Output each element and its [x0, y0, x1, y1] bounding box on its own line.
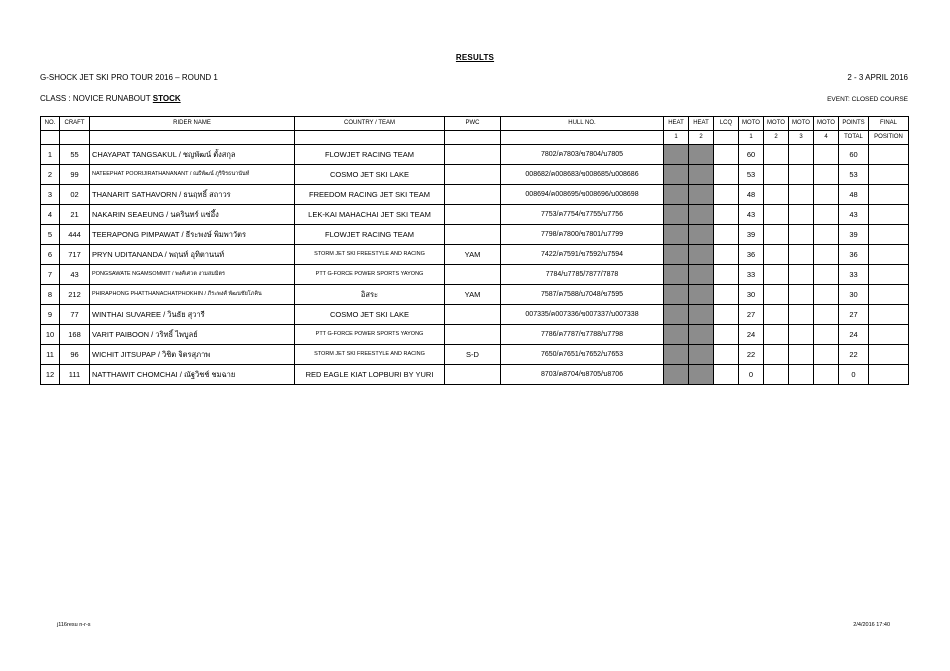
event-title: G-SHOCK JET SKI PRO TOUR 2016 – ROUND 1	[40, 73, 218, 82]
cell-heat2	[689, 245, 714, 265]
header-moto2: MOTO	[764, 117, 789, 131]
cell-moto3	[789, 265, 814, 285]
cell-lcq	[714, 265, 739, 285]
cell-moto2	[764, 345, 789, 365]
cell-rider: WICHIT JITSUPAP / วิชิต จิตรสุภาพ	[90, 345, 295, 365]
results-table	[40, 116, 909, 385]
cell-moto3	[789, 245, 814, 265]
cell-moto2	[764, 185, 789, 205]
cell-moto4	[814, 145, 839, 165]
header-pwc: PWC	[445, 117, 501, 131]
cell-hull: 7650/ค7651/ข7652/บ7653	[501, 345, 664, 365]
cell-lcq	[714, 345, 739, 365]
cell-lcq	[714, 245, 739, 265]
cell-final-position	[869, 325, 909, 345]
cell-hull: 008694/ค008695/ข008696/บ008698	[501, 185, 664, 205]
cell-pwc: S-D	[445, 345, 501, 365]
cell-moto4	[814, 345, 839, 365]
subheader-craft	[60, 131, 90, 145]
cell-heat2	[689, 325, 714, 345]
header-final: FINAL	[869, 117, 909, 131]
cell-points-total: 36	[839, 245, 869, 265]
cell-moto4	[814, 285, 839, 305]
cell-moto2	[764, 165, 789, 185]
subheader-lcq	[714, 131, 739, 145]
cell-moto1: 53	[739, 165, 764, 185]
cell-heat2	[689, 305, 714, 325]
cell-pwc	[445, 325, 501, 345]
cell-craft: 02	[60, 185, 90, 205]
cell-final-position	[869, 305, 909, 325]
class-label: CLASS : NOVICE RUNABOUT	[40, 94, 151, 103]
subheader-heat1: 1	[664, 131, 689, 145]
cell-pwc	[445, 225, 501, 245]
cell-hull: 8703/ค8704/ข8705/บ8706	[501, 365, 664, 385]
cell-lcq	[714, 205, 739, 225]
cell-points-total: 0	[839, 365, 869, 385]
cell-points-total: 48	[839, 185, 869, 205]
cell-rider: PRYN UDITANANDA / พฤนท์ อุทิตานนท์	[90, 245, 295, 265]
cell-heat1	[664, 245, 689, 265]
footer-timestamp: 2/4/2016 17:40	[853, 622, 890, 628]
cell-moto4	[814, 265, 839, 285]
cell-final-position	[869, 345, 909, 365]
cell-points-total: 43	[839, 205, 869, 225]
cell-moto1: 27	[739, 305, 764, 325]
cell-heat1	[664, 145, 689, 165]
cell-heat1	[664, 165, 689, 185]
cell-hull: 7786/ค7787/ข7788/บ7798	[501, 325, 664, 345]
cell-moto4	[814, 365, 839, 385]
cell-final-position	[869, 185, 909, 205]
cell-lcq	[714, 225, 739, 245]
cell-craft: 77	[60, 305, 90, 325]
cell-hull: 7784/บ7785/7877/7878	[501, 265, 664, 285]
cell-no: 1	[41, 145, 60, 165]
header-country: COUNTRY / TEAM	[295, 117, 445, 131]
cell-heat2	[689, 285, 714, 305]
cell-moto4	[814, 245, 839, 265]
cell-final-position	[869, 205, 909, 225]
cell-craft: 99	[60, 165, 90, 185]
cell-lcq	[714, 305, 739, 325]
cell-no: 7	[41, 265, 60, 285]
cell-moto1: 60	[739, 145, 764, 165]
cell-points-total: 53	[839, 165, 869, 185]
cell-team: COSMO JET SKI LAKE	[295, 165, 445, 185]
footer-file-code: j116resu n-r-s	[57, 622, 91, 628]
subheader-points: TOTAL	[839, 131, 869, 145]
cell-hull: 7422/ค7591/ข7592/บ7594	[501, 245, 664, 265]
cell-pwc: YAM	[445, 245, 501, 265]
cell-pwc	[445, 165, 501, 185]
cell-moto3	[789, 325, 814, 345]
cell-pwc: YAM	[445, 285, 501, 305]
cell-rider: NAKARIN SEAEUNG / นครินทร์ แซ่อึ้ง	[90, 205, 295, 225]
cell-lcq	[714, 145, 739, 165]
cell-heat1	[664, 225, 689, 245]
cell-lcq	[714, 325, 739, 345]
cell-heat1	[664, 185, 689, 205]
cell-team: COSMO JET SKI LAKE	[295, 305, 445, 325]
cell-craft: 21	[60, 205, 90, 225]
cell-rider: PONGSAWATE NGAMSOMMIT / พงศ์เศวต งามสมมิตร	[90, 265, 295, 285]
cell-moto1: 24	[739, 325, 764, 345]
cell-team: FREEDOM RACING JET SKI TEAM	[295, 185, 445, 205]
cell-lcq	[714, 185, 739, 205]
cell-points-total: 27	[839, 305, 869, 325]
cell-final-position	[869, 145, 909, 165]
cell-final-position	[869, 285, 909, 305]
cell-heat1	[664, 285, 689, 305]
event-date: 2 - 3 APRIL 2016	[847, 73, 908, 82]
cell-no: 4	[41, 205, 60, 225]
cell-moto2	[764, 265, 789, 285]
table-row	[41, 265, 909, 285]
cell-rider: TEERAPONG PIMPAWAT / ธีระพงษ์ พิมพาวัตร	[90, 225, 295, 245]
cell-moto1: 48	[739, 185, 764, 205]
subheader-final: POSITION	[869, 131, 909, 145]
cell-heat2	[689, 225, 714, 245]
cell-team: STORM JET SKI FREESTYLE AND RACING	[295, 245, 445, 265]
table-row	[41, 285, 909, 305]
cell-final-position	[869, 225, 909, 245]
cell-moto4	[814, 305, 839, 325]
cell-heat2	[689, 365, 714, 385]
subheader-rider	[90, 131, 295, 145]
results-body	[41, 145, 909, 385]
header-hull: HULL NO.	[501, 117, 664, 131]
cell-moto3	[789, 185, 814, 205]
cell-hull: 007335/ค007336/ข007337/บ007338	[501, 305, 664, 325]
cell-moto3	[789, 285, 814, 305]
table-row	[41, 325, 909, 345]
cell-rider: WINTHAI SUVAREE / วินธัย สุวารี	[90, 305, 295, 325]
cell-craft: 111	[60, 365, 90, 385]
subheader-country	[295, 131, 445, 145]
cell-moto1: 43	[739, 205, 764, 225]
cell-moto2	[764, 325, 789, 345]
cell-no: 11	[41, 345, 60, 365]
subheader-moto1: 1	[739, 131, 764, 145]
cell-moto3	[789, 305, 814, 325]
table-row	[41, 205, 909, 225]
table-row	[41, 345, 909, 365]
cell-team: LEK-KAI MAHACHAI JET SKI TEAM	[295, 205, 445, 225]
table-row	[41, 185, 909, 205]
header-lcq: LCQ	[714, 117, 739, 131]
cell-hull: 7753/ค7754/ข7755/บ7756	[501, 205, 664, 225]
cell-team: FLOWJET RACING TEAM	[295, 145, 445, 165]
subheader-moto2: 2	[764, 131, 789, 145]
cell-heat2	[689, 145, 714, 165]
cell-no: 8	[41, 285, 60, 305]
cell-points-total: 22	[839, 345, 869, 365]
cell-moto2	[764, 365, 789, 385]
cell-rider: VARIT PAIBOON / วริทธิ์ ไพบูลย์	[90, 325, 295, 345]
header-heat1: HEAT	[664, 117, 689, 131]
cell-heat2	[689, 165, 714, 185]
cell-heat1	[664, 365, 689, 385]
cell-hull: 7798/ค7800/ข7801/บ7799	[501, 225, 664, 245]
cell-team: FLOWJET RACING TEAM	[295, 225, 445, 245]
cell-moto1: 36	[739, 245, 764, 265]
header-rider: RIDER NAME	[90, 117, 295, 131]
header-points: POINTS	[839, 117, 869, 131]
cell-heat2	[689, 185, 714, 205]
cell-rider: PHIRAPHONG PHATTHANACHATPHOKHIN / ภีระพงศ์ พัฒนชัยโภคิน	[90, 285, 295, 305]
cell-moto1: 30	[739, 285, 764, 305]
cell-no: 6	[41, 245, 60, 265]
cell-moto2	[764, 145, 789, 165]
cell-pwc	[445, 305, 501, 325]
cell-moto4	[814, 325, 839, 345]
cell-craft: 444	[60, 225, 90, 245]
subheader-pwc	[445, 131, 501, 145]
cell-pwc	[445, 145, 501, 165]
table-row	[41, 365, 909, 385]
cell-heat1	[664, 305, 689, 325]
cell-final-position	[869, 265, 909, 285]
cell-lcq	[714, 365, 739, 385]
cell-pwc	[445, 265, 501, 285]
cell-moto2	[764, 205, 789, 225]
cell-hull: 7802/ค7803/ข7804/บ7805	[501, 145, 664, 165]
cell-points-total: 24	[839, 325, 869, 345]
cell-no: 2	[41, 165, 60, 185]
cell-team: STORM JET SKI FREESTYLE AND RACING	[295, 345, 445, 365]
header-moto3: MOTO	[789, 117, 814, 131]
cell-craft: 55	[60, 145, 90, 165]
cell-heat1	[664, 265, 689, 285]
cell-lcq	[714, 165, 739, 185]
cell-team: PTT G-FORCE POWER SPORTS YAYONG	[295, 265, 445, 285]
cell-heat1	[664, 345, 689, 365]
cell-points-total: 33	[839, 265, 869, 285]
subheader-heat2: 2	[689, 131, 714, 145]
cell-points-total: 30	[839, 285, 869, 305]
cell-rider: THANARIT SATHAVORN / ธนฤทธิ์ สถาวร	[90, 185, 295, 205]
cell-final-position	[869, 365, 909, 385]
cell-heat2	[689, 345, 714, 365]
cell-moto1: 22	[739, 345, 764, 365]
cell-moto4	[814, 225, 839, 245]
cell-pwc	[445, 185, 501, 205]
cell-no: 10	[41, 325, 60, 345]
cell-team: RED EAGLE KIAT LOPBURI BY YURI	[295, 365, 445, 385]
cell-final-position	[869, 165, 909, 185]
cell-rider: NATEEPHAT POORIJIRATHANANANT / ณธีพัฒน์ ภูริจิรธนานันท์	[90, 165, 295, 185]
header-no: NO.	[41, 117, 60, 131]
cell-moto1: 39	[739, 225, 764, 245]
cell-moto4	[814, 185, 839, 205]
subheader-moto4: 4	[814, 131, 839, 145]
cell-moto3	[789, 165, 814, 185]
subheader-moto3: 3	[789, 131, 814, 145]
cell-moto3	[789, 225, 814, 245]
subheader-row	[41, 131, 909, 145]
class-stock: STOCK	[152, 94, 181, 103]
cell-hull: 008682/ค008683/ข008685/บ008686	[501, 165, 664, 185]
cell-craft: 168	[60, 325, 90, 345]
header-craft: CRAFT	[60, 117, 90, 131]
header-moto1: MOTO	[739, 117, 764, 131]
cell-moto3	[789, 365, 814, 385]
header-row	[41, 117, 909, 131]
table-row	[41, 165, 909, 185]
subheader-no	[41, 131, 60, 145]
page-title: RESULTS	[455, 53, 495, 62]
cell-moto3	[789, 345, 814, 365]
cell-no: 3	[41, 185, 60, 205]
cell-moto3	[789, 205, 814, 225]
table-row	[41, 305, 909, 325]
cell-moto1: 33	[739, 265, 764, 285]
cell-heat1	[664, 325, 689, 345]
event-type: EVENT: CLOSED COURSE	[827, 96, 908, 103]
cell-no: 12	[41, 365, 60, 385]
cell-moto3	[789, 145, 814, 165]
cell-heat2	[689, 265, 714, 285]
cell-team: PTT G-FORCE POWER SPORTS YAYONG	[295, 325, 445, 345]
cell-craft: 43	[60, 265, 90, 285]
cell-moto4	[814, 165, 839, 185]
table-row	[41, 245, 909, 265]
cell-moto2	[764, 245, 789, 265]
cell-pwc	[445, 205, 501, 225]
cell-heat1	[664, 205, 689, 225]
cell-rider: CHAYAPAT TANGSAKUL / ชญพัฒน์ ตั้งสกุล	[90, 145, 295, 165]
header-moto4: MOTO	[814, 117, 839, 131]
cell-craft: 212	[60, 285, 90, 305]
table-row	[41, 145, 909, 165]
cell-no: 5	[41, 225, 60, 245]
cell-craft: 96	[60, 345, 90, 365]
cell-moto2	[764, 285, 789, 305]
cell-heat2	[689, 205, 714, 225]
cell-hull: 7587/ค7588/บ7048/ข7595	[501, 285, 664, 305]
cell-no: 9	[41, 305, 60, 325]
cell-craft: 717	[60, 245, 90, 265]
cell-pwc	[445, 365, 501, 385]
table-row	[41, 225, 909, 245]
cell-lcq	[714, 285, 739, 305]
cell-moto2	[764, 225, 789, 245]
cell-moto4	[814, 205, 839, 225]
cell-moto2	[764, 305, 789, 325]
header-heat2: HEAT	[689, 117, 714, 131]
subheader-hull	[501, 131, 664, 145]
cell-rider: NATTHAWIT CHOMCHAI / ณัฐวิชช์ ชมฉาย	[90, 365, 295, 385]
cell-team: อิสระ	[295, 285, 445, 305]
class-line	[40, 94, 181, 103]
cell-points-total: 60	[839, 145, 869, 165]
cell-points-total: 39	[839, 225, 869, 245]
cell-moto1: 0	[739, 365, 764, 385]
cell-final-position	[869, 245, 909, 265]
